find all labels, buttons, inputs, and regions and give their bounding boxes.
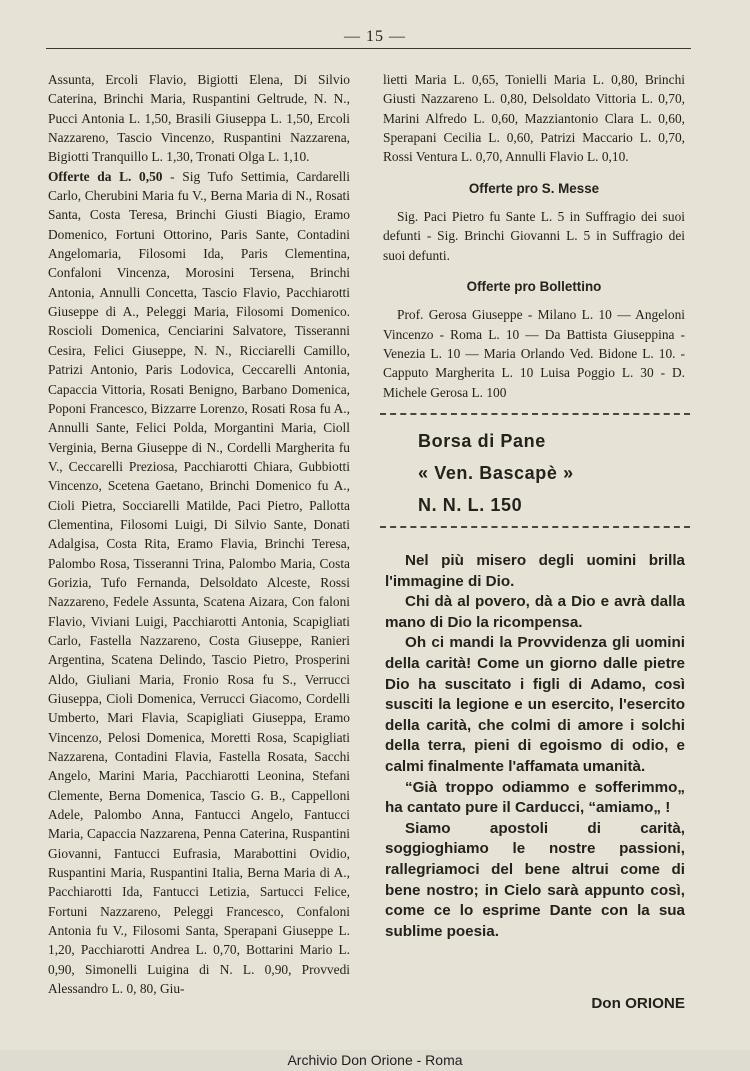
messe-section-title: Offerte pro S. Messe (468, 180, 600, 196)
offerte-050-text: - Sig Tufo Settimia, Cardarelli Carlo, Cherubini Maria fu V., Berna Maria di N., Rosati Santa, Costa Teresa, Brinchi Giusti Biagio, Eramo Domenico, Fortuni Ottorino, Paris Sante, Contadini Angelomaria, Filosomi Ida, Paris Clementina, Confaloni Vincenza, Morosini Tersena, Brinchi Antonia, Annulli Concetta, Tascio Flavio, Pacchiarotti Giuseppe di A., Peleggi Maria, Filosomi Domenico. Roscioli Domenica, Cenciarini Salvatore, Tisseranni Cesira, Felici Giuseppe, N. N., Ricciarelli Camillo, Patrizi Antonio, Paris Lodovica, Ceccarelli Antonia, Capaccia Vittoria, Rosati Benigno, Barbano Domenica, Poponi Francesco, Bizzarre Lorenzo, Rosati Rosa fu A., Annulli Sante, Felici Polda, Morgantini Maria, Cioll Verginia, Berna Giuseppe di N., Cordelli Margherita fu V., Ceccarelli Preziosa, Pacchiarotti Chiara, Gubbiotti Vincenzo, Scetena Gaetano, Brinchi Domenico fu A., Cioli Pietra, Socciarelli Matilde, Paci Pietro, Pallotta Clementina, Filosomi Luigi, Di Silvio Sante, Donati Adalgisa, Costa Rita, Eramo Flavia, Brinchi Teresa, Palombo Rosa, Tisseranni Trina, Palombo Maria, Costa Gorizia, Tufo Fernanda, Delsoldato Alceste, Rossi Nazzareno, Fedele Assunta, Scatena Aizara, Con faloni Flavio, Viviani Luigi, Pacchiarotti Antonia, Scapigliati Carlo, Fastella Nazzareno, Costa Giuseppe, Ranieri Argentina, Scatena Delindo, Tascio Pietro, Prosperini Aldo, Giuliani Maria, Fronio Rosa fu S., Verrucci Giuseppa, Cioli Domenica, Verrucci Giacomo, Cordelli Umberto, Mari Flavia, Scapigliati Giuseppa, Eramo Vincenzo, Pelosi Domenica, Moretti Rosa, Scapigliati Nazzarena, Contadini Flavia, Fastella Rosata, Sacchi Angelo, Marini Maria, Pacchiarotti Leonina, Stefani Clemente, Berna Domenica, Tascio G. B., Cappelloni Adele, Palombo Anna, Fantucci Angelo, Fantucci Maria, Capaccia Nazzarena, Penna Caterina, Ruspantini Giovanni, Fantucci Eufrasia, Marabottini Ovidio, Ruspantini Maria, Ruspantini Italia, Berna Maria di A., Pacchiarotti Ida, Fantucci Letizia, Sartucci Felice, Fortuni Nazzareno, Peleggi Francesco, Confaloni Antonia fu V., Filosomi Santa, Sperapani Giuseppe L. 1,20, Pacchiarotti Andrea L. 0,70, Bottarini Mario L. 0,90, Simonelli Luigina di N. L. 0,90, Provvedi Alessandro L. 0, 80, Giu- (48, 168, 350, 997)
divider-upper (380, 413, 690, 415)
appeal-text (385, 551, 685, 942)
bread-box (418, 425, 688, 521)
appeal-paragraph-3: Oh ci mandi la Provvidenza gli uomini della carità! Come un giorno dalle pietre Dio ha suscitato i figli di Adamo, così susciti la legione e un esercito, l'esercito della carità, che colmi di amore i solchi della terra, pieni di egoismo di odio, e calmi finalmente l'affamata umanità. (385, 634, 685, 775)
page-number: — 15 — (344, 28, 406, 45)
appeal-paragraph-2: Chi dà al povero, dà a Dio e avrà dalla mano di Dio la ricompensa. (385, 593, 685, 631)
donor-list-opening: Assunta, Ercoli Flavio, Bigiotti Elena, Di Silvio Caterina, Brinchi Maria, Ruspantini Geltrude, N. N., Pucci Antonia L. 1,50, Brasili Giuseppa L. 1,50, Ercoli Nazzareno, Tascio Vincenzo, Ruspantini Nazzarena, Bigiotti Tranquillo L. 1,30, Tronati Olga L. 1,10. (48, 72, 350, 165)
signature: Don ORIONE (591, 995, 685, 1012)
bollettino-section-text: Prof. Gerosa Giuseppe - Milano L. 10 — Angeloni Vincenzo - Roma L. 10 — Da Battista Giuseppina - Venezia L. 10 — Maria Orlando Ved. Bidone L. 10. - Capputo Margherita L. 10 Luisa Poggio L. 30 - D. Michele Gerosa L. 100 (383, 307, 685, 400)
right-column (383, 70, 685, 402)
header-rule (46, 48, 691, 49)
bread-box-title: Borsa di Pane (418, 431, 546, 451)
left-column (48, 70, 350, 999)
archive-footer: Archivio Don Orione - Roma (0, 1050, 750, 1071)
offerte-050-heading: Offerte da L. 0,50 (48, 168, 163, 184)
appeal-paragraph-1: Nel più misero degli uomini brilla l'immagine di Dio. (385, 552, 685, 590)
bollettino-section-title: Offerte pro Bollettino (466, 279, 602, 295)
bread-box-amount: N. N. L. 150 (418, 495, 523, 515)
donor-list-050 (48, 167, 350, 999)
appeal-paragraph-5: Siamo apostoli di carità, soggioghiamo le nostre passioni, rallegriamoci del bene altrui come di bene nostro; in Cielo sarà appunto così, come ce lo esprime Dante con la sua sublime poesia. (385, 819, 685, 940)
messe-section-text: Sig. Paci Pietro fu Sante L. 5 in Suffragio dei suoi defunti - Sig. Brinchi Giovanni L. 5 in Suffragio dei suoi defunti. (383, 209, 685, 263)
divider-lower (380, 526, 690, 528)
appeal-paragraph-4: “Già troppo odiammo e sofferimmo„ ha cantato pure il Carducci, “amiamo„ ! (385, 778, 685, 817)
donor-list-continuation: lietti Maria L. 0,65, Tonielli Maria L. 0,80, Brinchi Giusti Nazzareno L. 0,80, Delsoldato Vittoria L. 0,70, Marini Alfredo L. 0,60, Mazziantonio Clara L. 0,60, Sperapani Cecilia L. 0,60, Patrizi Maccario L. 0,70, Rossi Ventura L. 0,70, Annulli Flavio L. 0,10. (383, 72, 685, 165)
bread-box-name: « Ven. Bascapè » (418, 463, 574, 483)
